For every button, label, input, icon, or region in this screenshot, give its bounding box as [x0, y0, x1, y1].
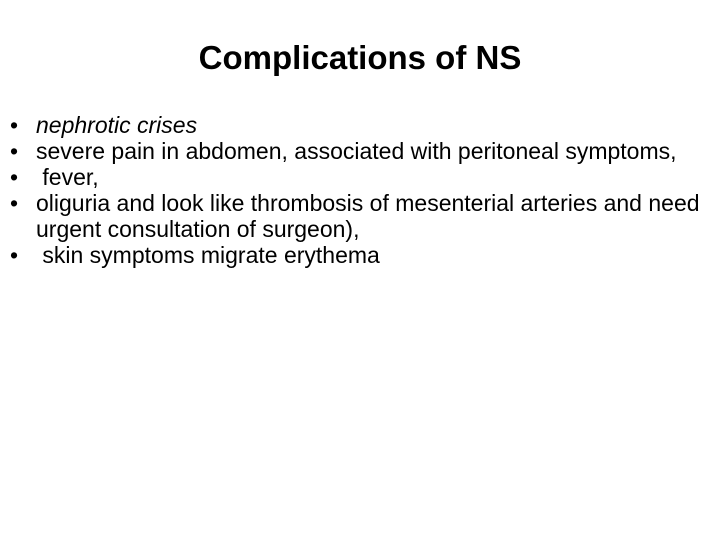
slide-title: Complications of NS: [198, 39, 522, 76]
bullet-text: skin symptoms migrate erythema: [36, 242, 380, 268]
bullet-item: [10, 164, 700, 190]
bullet-icon: •: [10, 164, 19, 190]
bullet-item: [10, 242, 700, 268]
bullet-text: severe pain in abdomen, associated with peritoneal symptoms,: [36, 138, 677, 164]
bullet-item: [10, 112, 700, 138]
bullet-item: [10, 138, 700, 164]
bullet-text: fever,: [36, 164, 99, 190]
bullet-list: [10, 112, 700, 268]
bullet-icon: •: [10, 190, 19, 216]
bullet-icon: •: [10, 112, 19, 138]
bullet-icon: •: [10, 242, 19, 268]
bullet-icon: •: [10, 138, 19, 164]
bullet-text: nephrotic crises: [36, 112, 198, 138]
bullet-text: oliguria and look like thrombosis of mesenterial arteries and need urgent consultation of surgeon),: [36, 190, 700, 242]
bullet-item: [10, 190, 700, 242]
